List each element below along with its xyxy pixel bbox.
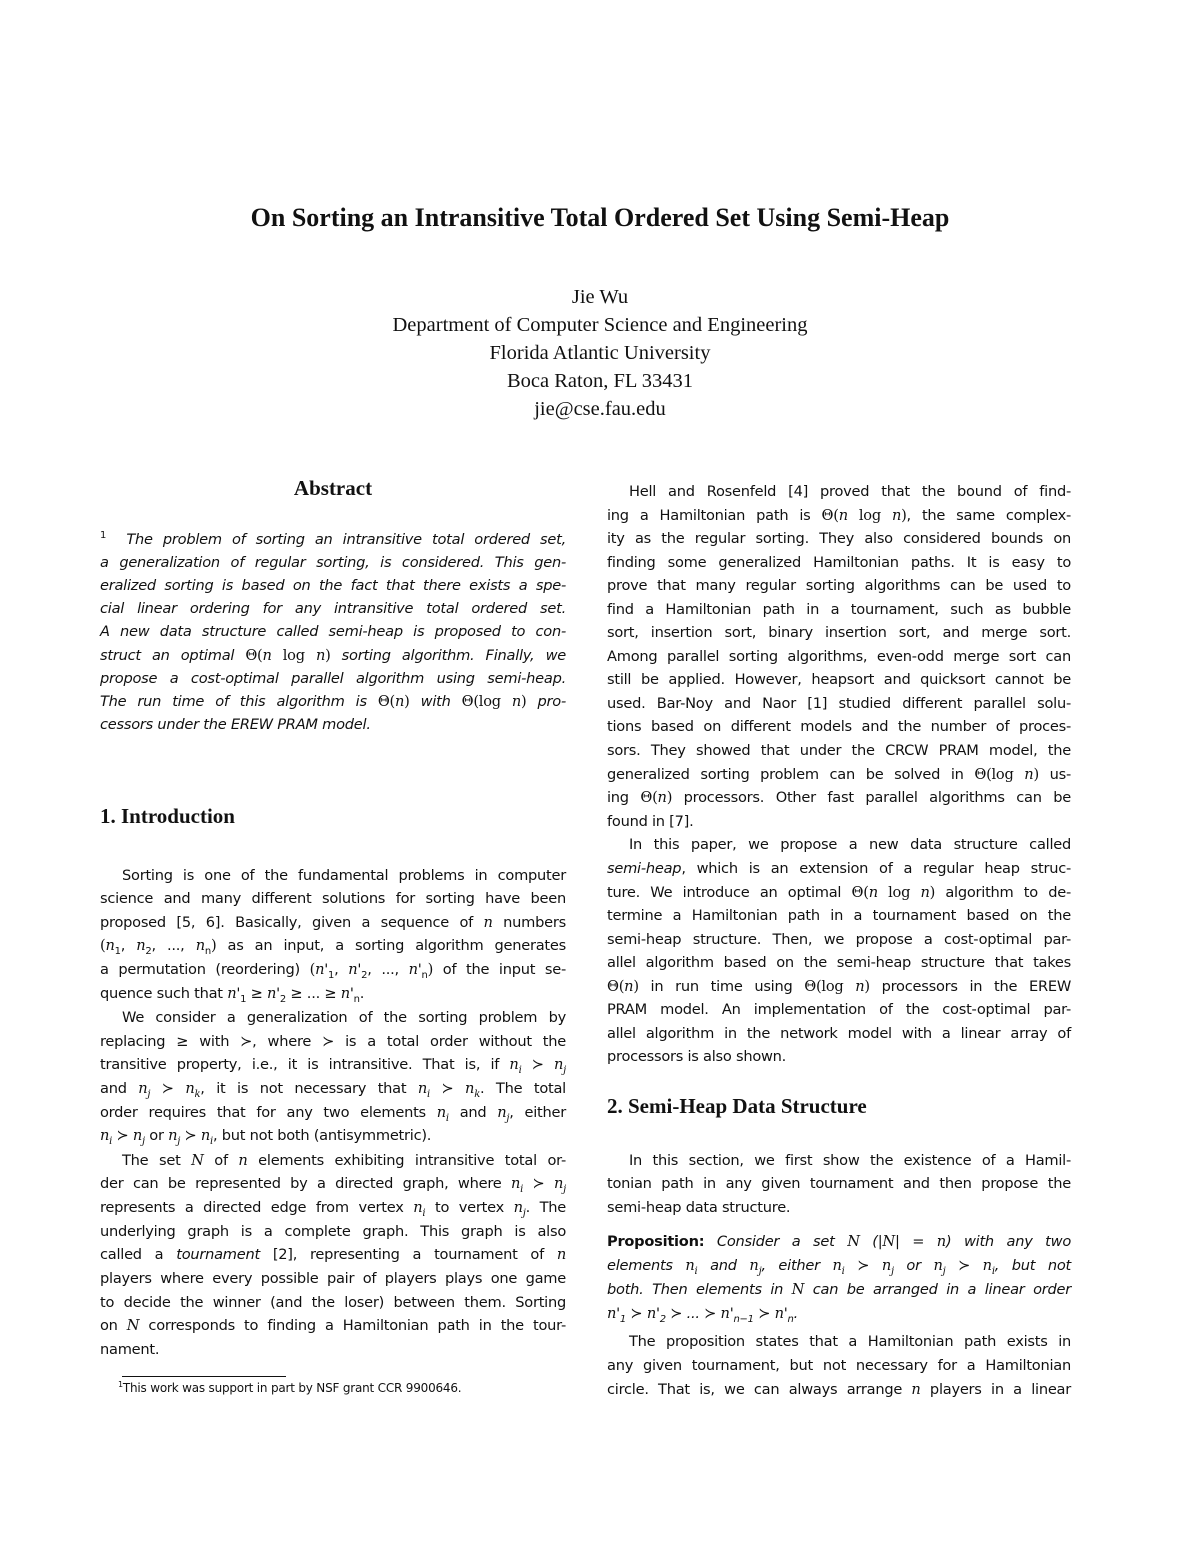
- abstract-line: eralized sorting is based on the fact that there exists a spe-: [100, 577, 566, 594]
- intro-cont-line: used. Bar-Noy and Naor [1] studied different parallel solu-: [607, 695, 1071, 712]
- intro-cont-line: ture. We introduce an optimal Θ(n log n) algorithm to de-: [607, 884, 1071, 901]
- abstract-line: propose a cost-optimal parallel algorithm using semi-heap.: [100, 670, 566, 687]
- intro-cont-line: sort, insertion sort, binary insertion sort, and merge sort.: [607, 624, 1071, 641]
- proposition-line: elements $n_i$ and $n_j$, either $n_i$ ≻ $n_j$ or $n_j$ ≻ $n_i$, but not: [607, 1257, 1072, 1277]
- semiheap-line: any given tournament, but not necessary for a Hamiltonian: [607, 1357, 1071, 1374]
- intro-cont-line: Θ(n) in run time using Θ(log n) processors in the EREW: [607, 978, 1072, 995]
- abstract-line: cessors under the EREW PRAM model.: [100, 716, 371, 733]
- intro-line: represents a directed edge from vertex $n_i$ to vertex $n_j$. The: [100, 1199, 567, 1219]
- intro-cont-line: find a Hamiltonian path in a tournament, such as bubble: [607, 601, 1071, 618]
- semiheap-line: In this section, we first show the existence of a Hamil-: [629, 1152, 1071, 1169]
- semiheap-line: circle. That is, we can always arrange n players in a linear: [607, 1381, 1071, 1398]
- intro-line: to decide the winner (and the loser) between them. Sorting: [100, 1294, 566, 1311]
- abstract-line: struct an optimal Θ(n log n) sorting algorithm. Finally, we: [100, 647, 566, 664]
- intro-line: order requires that for any two elements $n_i$ and $n_j$, either: [100, 1104, 567, 1124]
- intro-line: players where every possible pair of players plays one game: [100, 1270, 566, 1287]
- footnote-mark: 1: [118, 1380, 123, 1389]
- intro-line: Sorting is one of the fundamental problems in computer: [122, 867, 566, 884]
- intro-cont-line: termine a Hamiltonian path in a tournament based on the: [607, 907, 1071, 924]
- section-heading-semi-heap: 2. Semi-Heap Data Structure: [607, 1094, 867, 1118]
- author-email: jie@cse.fau.edu: [534, 398, 666, 420]
- intro-line: transitive property, i.e., it is intransitive. That is, if $n_i$ ≻ $n_j$: [100, 1056, 567, 1076]
- intro-line: $n_i$ ≻ $n_j$ or $n_j$ ≻ $n_i$, but not both (antisymmetric).: [100, 1127, 432, 1147]
- intro-line: proposed [5, 6]. Basically, given a sequence of n numbers: [100, 914, 566, 931]
- proposition-line: Proposition: Consider a set N (|N| = n) with any two: [607, 1233, 1072, 1250]
- abstract-heading: Abstract: [293, 476, 373, 500]
- footnote: [118, 1381, 461, 1395]
- intro-cont-line: allel algorithm in the network model with a linear array of: [607, 1025, 1071, 1042]
- intro-cont-line: In this paper, we propose a new data structure called: [629, 836, 1071, 853]
- footnote-text: This work was support in part by NSF grant CCR 9900646.: [122, 1381, 462, 1395]
- proposition-line: $n'_1$ ≻ $n'_2$ ≻ ... ≻ $n'_{n-1}$ ≻ $n'_n$.: [607, 1305, 798, 1325]
- intro-cont-line: finding some generalized Hamiltonian paths. It is easy to: [607, 554, 1071, 571]
- abstract-line: $^1$ The problem of sorting an intransitive total ordered set,: [100, 530, 566, 548]
- abstract-footnote-mark: 1: [100, 530, 107, 542]
- abstract-line: cial linear ordering for any intransitive total ordered set.: [100, 600, 566, 617]
- intro-line: We consider a generalization of the sorting problem by: [122, 1009, 566, 1026]
- intro-cont-line: semi-heap structure. Then, we propose a cost-optimal par-: [607, 931, 1071, 948]
- author-department: Department of Computer Science and Engineering: [392, 314, 808, 336]
- intro-cont-line: ing Θ(n) processors. Other fast parallel algorithms can be: [607, 789, 1071, 806]
- abstract-line: The run time of this algorithm is Θ(n) with Θ(log n) pro-: [100, 693, 566, 710]
- intro-line: quence such that $n'_1 \ge n'_2$ ≥ ... ≥ $n'_n$.: [100, 985, 365, 1005]
- semiheap-line: semi-heap data structure.: [607, 1199, 791, 1216]
- intro-cont-line: found in [7].: [607, 813, 694, 830]
- author-university: Florida Atlantic University: [489, 342, 711, 364]
- intro-cont-line: prove that many regular sorting algorithms can be used to: [607, 577, 1071, 594]
- abstract-line: a generalization of regular sorting, is considered. This gen-: [100, 554, 566, 571]
- intro-line: replacing ≥ with ≻, where ≻ is a total order without the: [100, 1033, 566, 1050]
- intro-cont-line: processors is also shown.: [607, 1048, 787, 1065]
- intro-line: on N corresponds to finding a Hamiltonian path in the tour-: [100, 1317, 566, 1334]
- intro-cont-line: still be applied. However, heapsort and quicksort cannot be: [607, 671, 1071, 688]
- abstract-line: A new data structure called semi-heap is proposed to con-: [100, 623, 566, 640]
- section-heading-introduction: 1. Introduction: [100, 804, 235, 828]
- intro-cont-line: semi-heap, which is an extension of a regular heap struc-: [607, 860, 1071, 877]
- intro-cont-line: ing a Hamiltonian path is Θ(n log n), the same complex-: [607, 507, 1072, 524]
- intro-line: The set N of n elements exhibiting intransitive total or-: [122, 1152, 566, 1169]
- intro-line: and $n_j$ ≻ $n_k$, it is not necessary that $n_i$ ≻ $n_k$. The total: [100, 1080, 566, 1100]
- intro-line: science and many different solutions for sorting have been: [100, 890, 566, 907]
- intro-cont-line: Hell and Rosenfeld [4] proved that the bound of find-: [629, 483, 1071, 500]
- author-location: Boca Raton, FL 33431: [506, 370, 693, 392]
- proposition-line: both. Then elements in N can be arranged in a linear order: [607, 1281, 1071, 1298]
- intro-line: der can be represented by a directed graph, where $n_i$ ≻ $n_j$: [100, 1175, 566, 1195]
- semiheap-line: tonian path in any given tournament and then propose the: [607, 1175, 1071, 1192]
- intro-cont-line: sors. They showed that under the CRCW PRAM model, the: [607, 742, 1071, 759]
- intro-line: underlying graph is a complete graph. This graph is also: [100, 1223, 566, 1240]
- intro-cont-line: generalized sorting problem can be solved in Θ(log n) us-: [607, 766, 1071, 783]
- intro-cont-line: Among parallel sorting algorithms, even-odd merge sort can: [607, 648, 1071, 665]
- footnote-rule: [122, 1376, 286, 1377]
- author-name: Jie Wu: [571, 286, 629, 308]
- intro-line: a permutation (reordering) ($n'_1$, $n'_2$, ..., $n'_n$) of the input se-: [100, 961, 566, 981]
- semiheap-line: The proposition states that a Hamiltonian path exists in: [629, 1333, 1071, 1350]
- intro-line: ($n_1$, $n_2$, ..., $n_n$) as an input, a sorting algorithm generates: [100, 937, 566, 957]
- intro-cont-line: tions based on different models and the number of proces-: [607, 718, 1071, 735]
- intro-cont-line: allel algorithm based on the semi-heap structure that takes: [607, 954, 1071, 971]
- paper-title: On Sorting an Intransitive Total Ordered Set Using Semi-Heap: [250, 203, 950, 232]
- intro-line: nament.: [100, 1341, 160, 1358]
- intro-cont-line: PRAM model. An implementation of the cost-optimal par-: [607, 1001, 1071, 1018]
- intro-line: called a tournament [2], representing a tournament of n: [100, 1246, 567, 1263]
- intro-cont-line: ity as the regular sorting. They also considered bounds on: [607, 530, 1071, 547]
- author-block: [0, 283, 1200, 423]
